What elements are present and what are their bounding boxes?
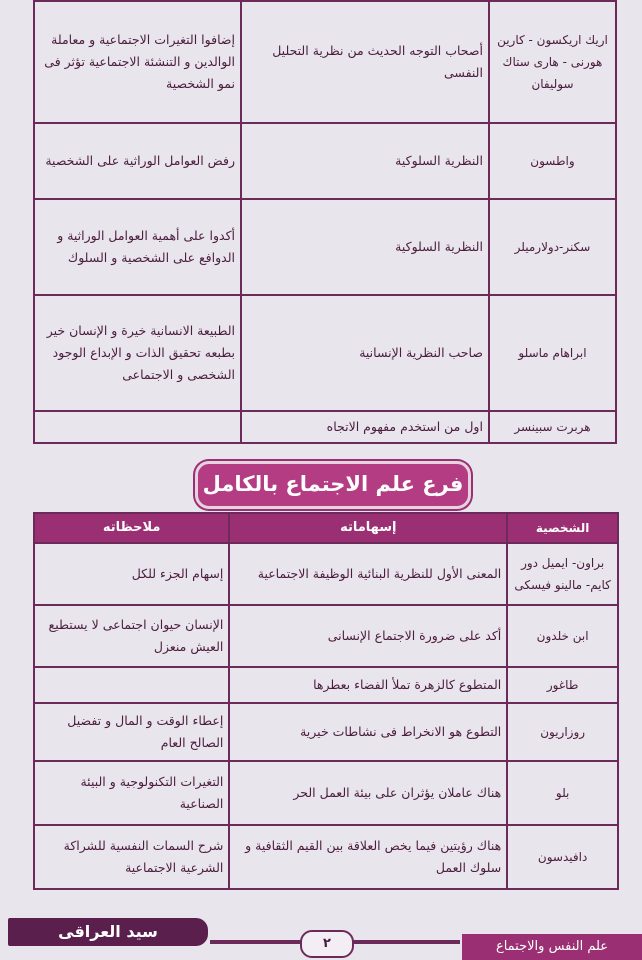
notes-cell: إعطاء الوقت و المال و تفضيل الصالح العام bbox=[34, 703, 229, 761]
personality-name: سكنر-دولارميلر bbox=[489, 199, 616, 295]
table-row bbox=[34, 295, 616, 411]
contribution-cell: هناك عاملان يؤثران على بيئة العمل الحر bbox=[229, 761, 507, 825]
contribution-cell: التطوع هو الانخراط فى نشاطات خيرية bbox=[229, 703, 507, 761]
personality-name: هربرت سبينسر bbox=[489, 411, 616, 443]
contribution-cell: النظرية السلوكية bbox=[241, 123, 489, 199]
contribution-cell: اول من استخدم مفهوم الاتجاه bbox=[241, 411, 489, 443]
personality-name: دافيدسون bbox=[507, 825, 618, 889]
personality-name: طاغور bbox=[507, 667, 618, 703]
page-number: ٢ bbox=[300, 930, 354, 958]
author-name: سيد العراقى bbox=[8, 918, 208, 946]
personality-name: بلو bbox=[507, 761, 618, 825]
personality-name: ابن خلدون bbox=[507, 605, 618, 667]
notes-cell: أكدوا على أهمية العوامل الوراثية و الدوافع على الشخصية و السلوك bbox=[34, 199, 241, 295]
column-header-name: الشخصية bbox=[507, 513, 618, 543]
table-row bbox=[34, 703, 618, 761]
table-row bbox=[34, 667, 618, 703]
table-row bbox=[34, 543, 618, 605]
notes-cell: رفض العوامل الوراثية على الشخصية bbox=[34, 123, 241, 199]
notes-cell: الإنسان حيوان اجتماعى لا يستطيع العيش منعزل bbox=[34, 605, 229, 667]
personality-name: ابراهام ماسلو bbox=[489, 295, 616, 411]
contribution-cell: المتطوع كالزهرة تملأ الفضاء بعطرها bbox=[229, 667, 507, 703]
contribution-cell: هناك رؤيتين فيما يخص العلاقة بين القيم الثقافية و سلوك العمل bbox=[229, 825, 507, 889]
contribution-cell: أكد على ضرورة الاجتماع الإنسانى bbox=[229, 605, 507, 667]
contribution-cell: المعنى الأول للنظرية البنائية الوظيفة الاجتماعية bbox=[229, 543, 507, 605]
column-header-notes: ملاحظاته bbox=[34, 513, 229, 543]
table-row bbox=[34, 123, 616, 199]
personality-name: روزاريون bbox=[507, 703, 618, 761]
contribution-cell: أصحاب التوجه الحديث من نظرية التحليل النفسى bbox=[241, 1, 489, 123]
table-row bbox=[34, 411, 616, 443]
table-row bbox=[34, 761, 618, 825]
contribution-cell: النظرية السلوكية bbox=[241, 199, 489, 295]
notes-cell: إسهام الجزء للكل bbox=[34, 543, 229, 605]
notes-cell: التغيرات التكنولوجية و البيئة الصناعية bbox=[34, 761, 229, 825]
personality-name: براون- ايميل دور كايم- مالينو فيسكى bbox=[507, 543, 618, 605]
table-row bbox=[34, 199, 616, 295]
notes-cell: شرح السمات النفسية للشراكة الشرعية الاجتماعية bbox=[34, 825, 229, 889]
personalities-table-top bbox=[33, 0, 617, 444]
table-header-row bbox=[34, 513, 618, 543]
personality-name: اريك اريكسون - كارين هورنى - هارى ستاك سوليفان bbox=[489, 1, 616, 123]
section-banner: فرع علم الاجتماع بالكامل bbox=[195, 461, 471, 509]
column-header-contribution: إسهاماته bbox=[229, 513, 507, 543]
contribution-cell: صاحب النظرية الإنسانية bbox=[241, 295, 489, 411]
notes-cell bbox=[34, 411, 241, 443]
subject-label: علم النفس والاجتماع bbox=[462, 934, 642, 960]
table-row bbox=[34, 605, 618, 667]
notes-cell: الطبيعة الانسانية خيرة و الإنسان خير بطبعه تحقيق الذات و الإبداع الوجود الشخصى و الاجتماعى bbox=[34, 295, 241, 411]
notes-cell bbox=[34, 667, 229, 703]
personality-name: واطسون bbox=[489, 123, 616, 199]
personalities-table-bottom bbox=[33, 512, 619, 890]
table-row bbox=[34, 1, 616, 123]
notes-cell: إضافوا التغيرات الاجتماعية و معاملة الوالدين و التنشئة الاجتماعية تؤثر فى نمو الشخصية bbox=[34, 1, 241, 123]
table-row bbox=[34, 825, 618, 889]
